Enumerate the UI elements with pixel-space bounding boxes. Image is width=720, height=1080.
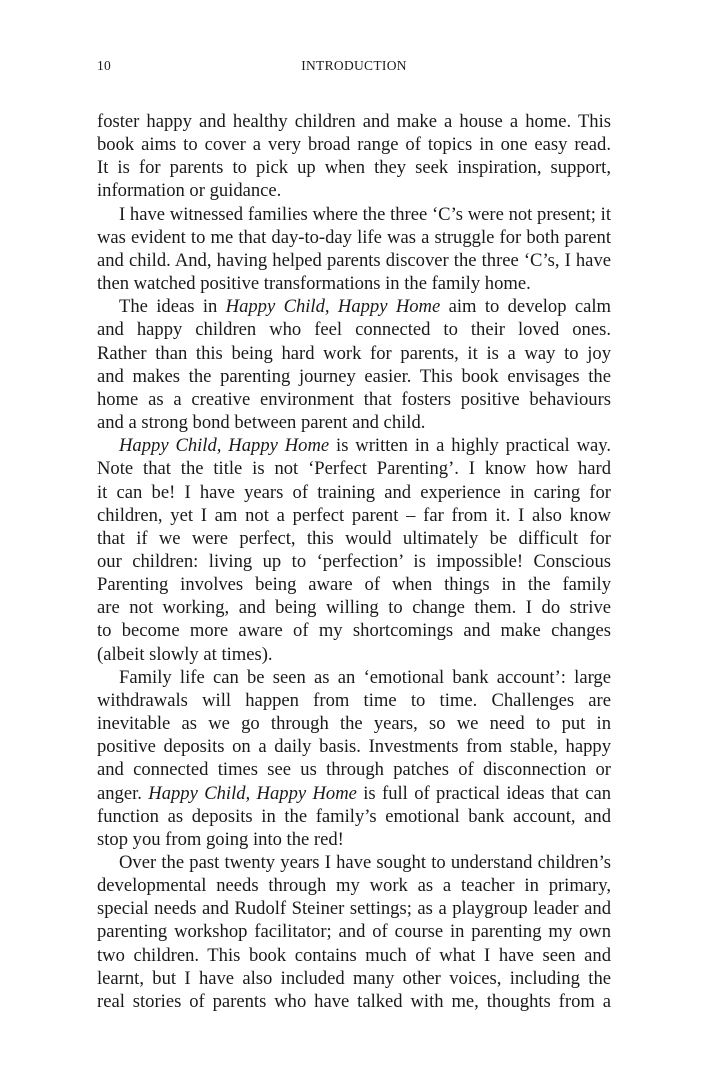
text-run: and connected times see us through patches of disconnection or (97, 759, 611, 781)
text-line (97, 897, 611, 920)
text-run: Note that the title is not ‘Perfect Parenting’. I know how hard (97, 458, 611, 480)
paragraph (97, 295, 611, 434)
text-line (97, 318, 611, 341)
paragraph (97, 666, 611, 851)
text-line (97, 874, 611, 897)
text-line (97, 643, 611, 666)
text-run: (albeit slowly at times). (97, 643, 273, 665)
text-line (97, 782, 611, 805)
text-run: stop you from going into the red! (97, 828, 344, 850)
text-run: real stories of parents who have talked with me, thoughts from a (97, 990, 611, 1012)
text-run: withdrawals will happen from time to time. Challenges are (97, 689, 611, 711)
text-run: it can be! I have years of training and experience in caring for (97, 481, 611, 503)
text-run: function as deposits in the family’s emotional bank account, and (97, 805, 611, 827)
text-run: to become more aware of my shortcomings and make changes (97, 620, 611, 642)
text-run: information or guidance. (97, 180, 282, 202)
text-run: developmental needs through my work as a teacher in primary, (97, 875, 611, 897)
text-run: two children. This book contains much of what I have seen and (97, 944, 611, 966)
paragraph (97, 434, 611, 666)
book-title-italic: Happy Child, Happy Home (225, 296, 441, 318)
text-run: foster happy and healthy children and make a house a home. This (97, 111, 611, 132)
text-line (97, 527, 611, 550)
text-run: aim to develop calm (440, 296, 611, 318)
text-run: Parenting involves being aware of when things in the family (97, 574, 611, 596)
text-run: Rather than this being hard work for parents, it is a way to joy (97, 342, 611, 364)
text-line (97, 712, 611, 735)
text-line (97, 110, 611, 133)
text-run: It is for parents to pick up when they seek inspiration, support, (97, 157, 611, 179)
chapter-title: INTRODUCTION (301, 58, 407, 73)
text-run: was evident to me that day-to-day life was a struggle for both parent (97, 226, 611, 248)
text-line (97, 596, 611, 619)
text-run: Family life can be seen as an ‘emotional bank account’: large (119, 666, 611, 688)
text-line (97, 434, 611, 457)
text-line (97, 805, 611, 828)
text-run: special needs and Rudolf Steiner settings; as a playgroup leader and (97, 898, 611, 920)
text-run: learnt, but I have also included many other voices, including the (97, 967, 611, 989)
paragraph (97, 110, 611, 203)
text-run: home as a creative environment that fosters positive behaviours (97, 388, 611, 410)
text-run: anger. (97, 782, 149, 804)
text-line (97, 179, 611, 202)
paragraph (97, 203, 611, 296)
text-line (97, 920, 611, 943)
book-title-italic: Happy Child, Happy Home (119, 435, 330, 457)
text-line (97, 272, 611, 295)
text-line (97, 133, 611, 156)
text-run: positive deposits on a daily basis. Investments from stable, happy (97, 736, 611, 758)
text-line (97, 944, 611, 967)
text-line (97, 388, 611, 411)
text-line (97, 342, 611, 365)
text-run: book aims to cover a very broad range of topics in one easy read. (97, 134, 611, 156)
text-line (97, 758, 611, 781)
text-line (97, 504, 611, 527)
running-head (97, 56, 611, 76)
text-line (97, 990, 611, 1013)
book-page (97, 0, 611, 1080)
text-line (97, 226, 611, 249)
paragraph (97, 851, 611, 1013)
text-run: is written in a highly practical way. (329, 435, 611, 457)
text-run: is full of practical ideas that can (356, 782, 611, 804)
text-line (97, 666, 611, 689)
text-line (97, 550, 611, 573)
text-line (97, 828, 611, 851)
text-line (97, 457, 611, 480)
text-run: and makes the parenting journey easier. This book envisages the (97, 365, 611, 387)
text-line (97, 295, 611, 318)
text-run: and happy children who feel connected to their loved ones. (97, 319, 611, 341)
text-run: and child. And, having helped parents discover the three ‘C’s, I have (97, 249, 611, 271)
text-run: are not working, and being willing to change them. I do strive (97, 597, 611, 619)
text-run: The ideas in (119, 296, 226, 318)
text-run: parenting workshop facilitator; and of course in parenting my own (97, 921, 611, 943)
text-run: then watched positive transformations in the family home. (97, 273, 531, 295)
text-run: inevitable as we go through the years, so we need to put in (97, 713, 611, 735)
body-text (97, 110, 611, 1013)
page-number: 10 (97, 58, 112, 73)
text-line (97, 203, 611, 226)
text-line (97, 967, 611, 990)
text-run: that if we were perfect, this would ultimately be difficult for (97, 527, 611, 549)
text-line (97, 411, 611, 434)
text-line (97, 481, 611, 504)
text-run: and a strong bond between parent and child. (97, 412, 426, 434)
text-line (97, 365, 611, 388)
text-line (97, 851, 611, 874)
text-run: I have witnessed families where the three ‘C’s were not present; it (119, 203, 611, 225)
text-line (97, 249, 611, 272)
text-line (97, 735, 611, 758)
text-line (97, 156, 611, 179)
book-title-italic: Happy Child, Happy Home (148, 782, 357, 804)
text-line (97, 689, 611, 712)
text-run: Over the past twenty years I have sought to understand children’s (119, 852, 611, 873)
text-run: children, yet I am not a perfect parent – far from it. I also know (97, 504, 611, 526)
text-run: our children: living up to ‘perfection’ is impossible! Conscious (97, 550, 611, 572)
text-line (97, 573, 611, 596)
text-line (97, 619, 611, 642)
